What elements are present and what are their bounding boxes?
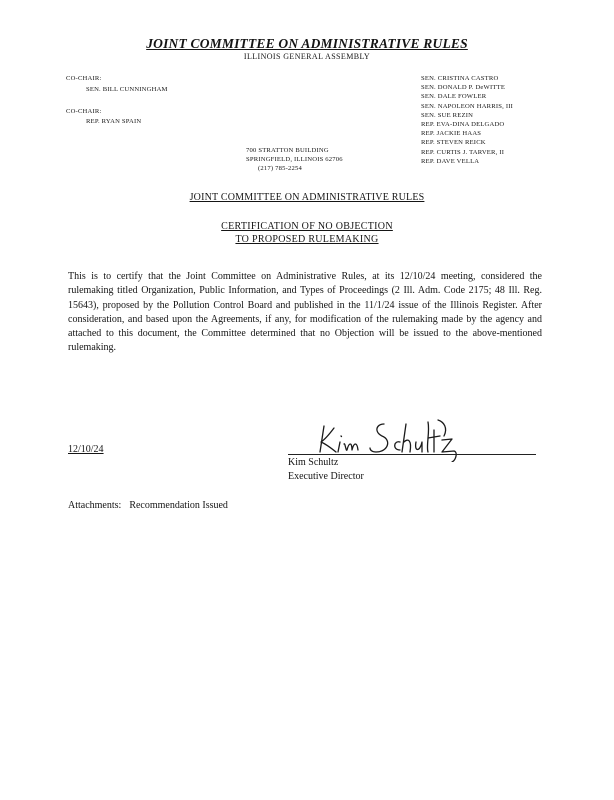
signature-line	[288, 454, 536, 455]
address-line: SPRINGFIELD, ILLINOIS 62706	[246, 156, 343, 164]
member-name: SEN. NAPOLEON HARRIS, III	[421, 102, 514, 110]
member-name: SEN. CRISTINA CASTRO	[421, 75, 499, 82]
document-date: 12/10/24	[68, 444, 104, 455]
cochair-label: CO-CHAIR:	[66, 108, 102, 115]
assembly-subtitle: ILLINOIS GENERAL ASSEMBLY	[243, 52, 371, 61]
certification-line: TO PROPOSED RULEMAKING	[235, 234, 379, 245]
members-list	[421, 74, 513, 166]
address-phone: (217) 785-2254	[258, 165, 303, 173]
member-name: REP. CURTIS J. TARVER, II	[421, 148, 505, 156]
attachments	[68, 500, 228, 511]
address-line: 700 STRATTON BUILDING	[246, 147, 329, 154]
section-title: JOINT COMMITTEE ON ADMINISTRATIVE RULES	[189, 192, 425, 203]
committee-title: JOINT COMMITTEE ON ADMINISTRATIVE RULES	[146, 36, 468, 51]
certification-line: CERTIFICATION OF NO OBJECTION	[221, 221, 393, 232]
certification-body: This is to certify that the Joint Committee on Administrative Rules, at its 12/10/24 meeting, considered the rulemaking titled Organization, Public Information, and Types of Proceedings (2 Ill. Adm. Code 2175; 48 Ill. Reg. 15643), proposed by the Pollution Control Board and published in the 11/1/24 issue of the Illinois Register. After consideration, and based upon the Agreements, if any, for modification of the rulemaking made by the agency and attached to this document, the Committee determined that no Objection will be issued to the above-mentioned rulemaking.	[68, 271, 542, 354]
member-name: SEN. SUE REZIN	[421, 111, 474, 119]
member-name: REP. STEVEN REICK	[421, 139, 486, 147]
member-name: REP. DAVE VELLA	[421, 157, 480, 165]
office-address	[246, 146, 343, 174]
attachments-label: Attachments:	[68, 500, 122, 511]
member-name: REP. JACKIE HAAS	[421, 130, 482, 138]
member-name: REP. EVA-DINA DELGADO	[421, 121, 505, 129]
signer-title: Executive Director	[288, 471, 364, 482]
attachments-value: Recommendation Issued	[129, 500, 228, 511]
member-name: SEN. DALE FOWLER	[421, 93, 487, 101]
cochair-name: REP. RYAN SPAIN	[86, 118, 142, 125]
cochair-label: CO-CHAIR:	[66, 75, 102, 82]
signer-name: Kim Schultz	[288, 457, 339, 468]
certification-title	[0, 220, 614, 246]
cochair-name: SEN. BILL CUNNINGHAM	[86, 86, 168, 93]
member-name: SEN. DONALD P. DeWITTE	[421, 84, 506, 92]
